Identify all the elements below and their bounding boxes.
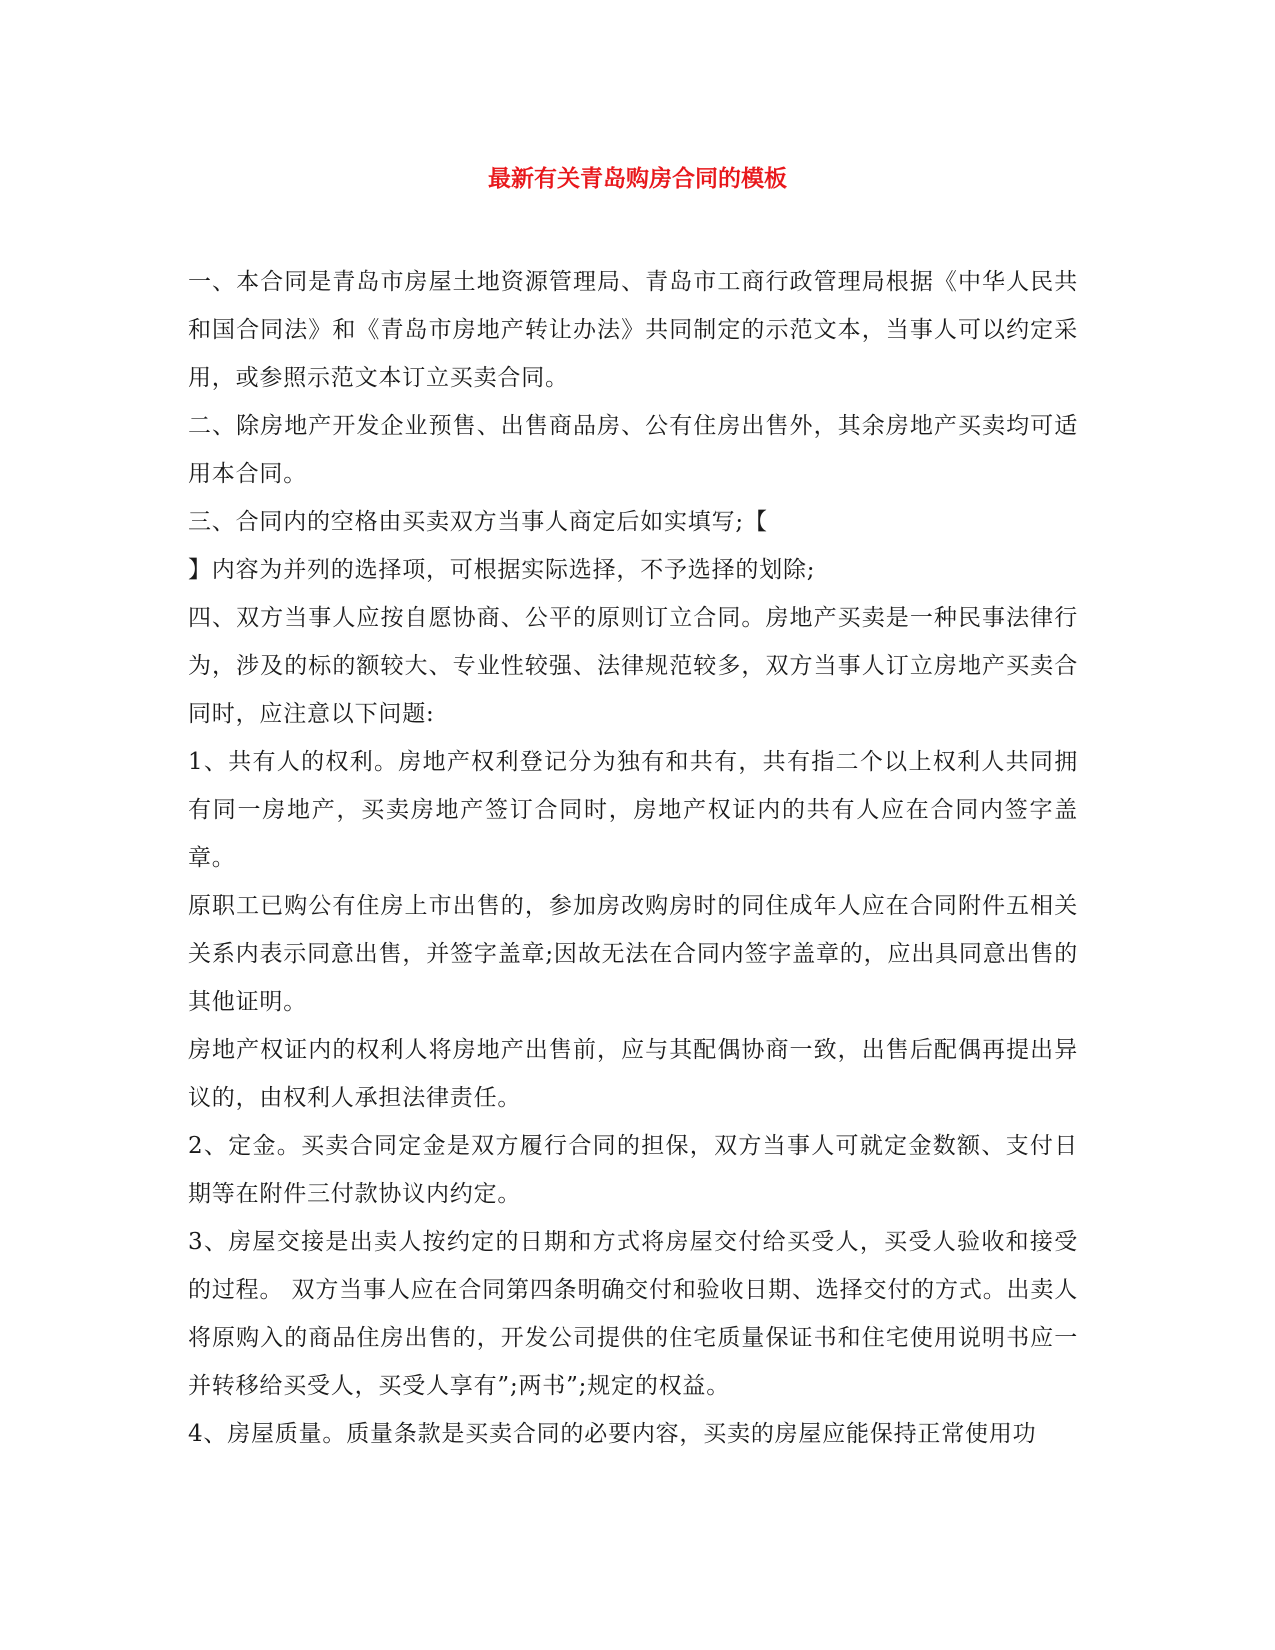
paragraph-2: 二、除房地产开发企业预售、出售商品房、公有住房出售外，其余房地产买卖均可适用本合同。 [188, 413, 1078, 487]
paragraph-10: 3、房屋交接是出卖人按约定的日期和方式将房屋交付给买受人，买受人验收和接受的过程。 双方当事人应在合同第四条明确交付和验收日期、选择交付的方式。出卖人将原购入的商品住房出售的，开发公司提供的住宅质量保证书和住宅使用说明书应一并转移给买受人，买受人享有”;两书”;规定的权益。 [188, 1229, 1078, 1399]
document-body [188, 258, 1078, 1458]
paragraph-4: 】内容为并列的选择项，可根据实际选择，不予选择的划除; [188, 557, 816, 583]
paragraph-7: 原职工已购公有住房上市出售的，参加房改购房时的同住成年人应在合同附件五相关关系内表示同意出售，并签字盖章;因故无法在合同内签字盖章的，应出具同意出售的其他证明。 [188, 893, 1078, 1015]
paragraph-6: 1、共有人的权利。房地产权利登记分为独有和共有，共有指二个以上权利人共同拥有同一房地产，买卖房地产签订合同时，房地产权证内的共有人应在合同内签字盖章。 [188, 749, 1078, 871]
paragraph-3: 三、合同内的空格由买卖双方当事人商定后如实填写;【 [188, 509, 768, 535]
paragraph-8: 房地产权证内的权利人将房地产出售前，应与其配偶协商一致，出售后配偶再提出异议的，由权利人承担法律责任。 [188, 1037, 1078, 1111]
paragraph-1: 一、本合同是青岛市房屋土地资源管理局、青岛市工商行政管理局根据《中华人民共和国合同法》和《青岛市房地产转让办法》共同制定的示范文本，当事人可以约定采用，或参照示范文本订立买卖合同。 [188, 269, 1078, 391]
document-title: 最新有关青岛购房合同的模板 [488, 166, 787, 192]
paragraph-9: 2、定金。买卖合同定金是双方履行合同的担保，双方当事人可就定金数额、支付日期等在附件三付款协议内约定。 [188, 1133, 1078, 1207]
paragraph-11: 4、房屋质量。质量条款是买卖合同的必要内容，买卖的房屋应能保持正常使用功 [188, 1421, 1037, 1447]
paragraph-5: 四、双方当事人应按自愿协商、公平的原则订立合同。房地产买卖是一种民事法律行为，涉及的标的额较大、专业性较强、法律规范较多，双方当事人订立房地产买卖合同时，应注意以下问题: [188, 605, 1078, 727]
